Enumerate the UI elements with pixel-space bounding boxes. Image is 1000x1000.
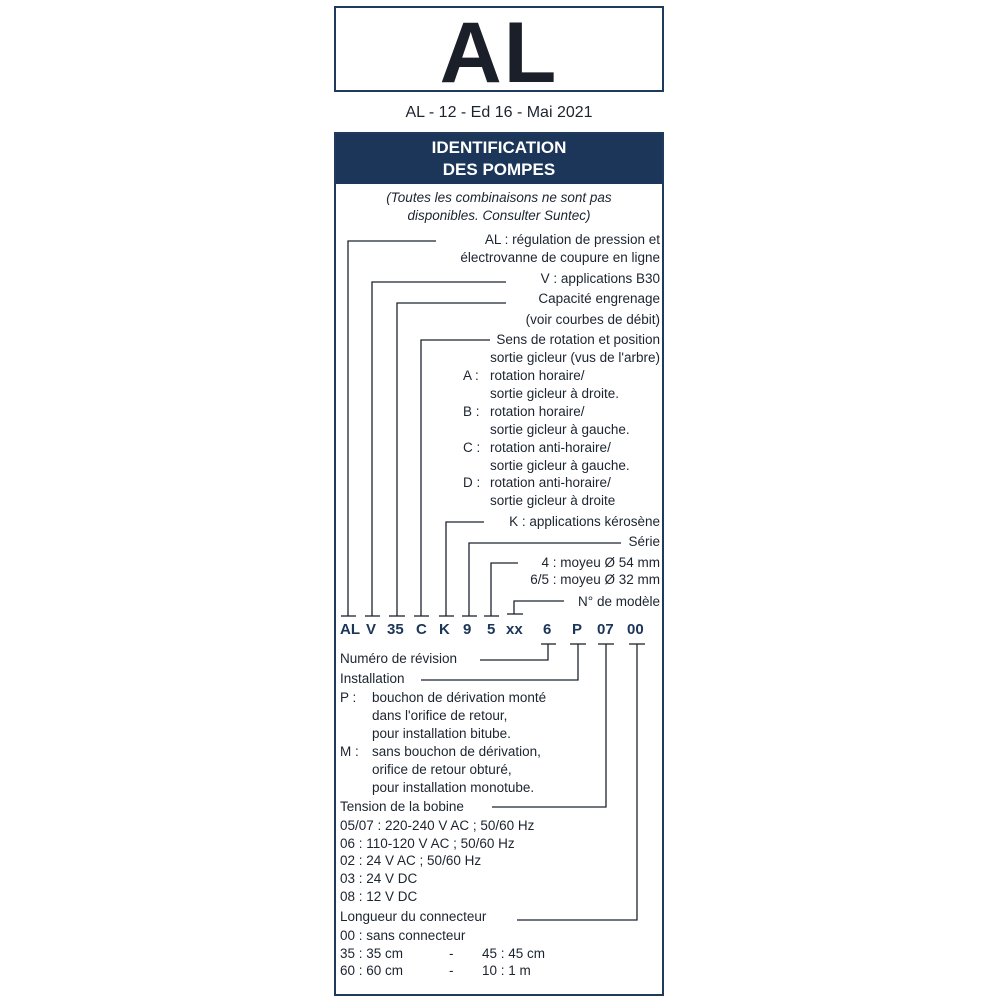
edition-subtitle: AL - 12 - Ed 16 - Mai 2021 xyxy=(405,104,593,121)
leader-9 xyxy=(469,543,621,616)
leader-k xyxy=(446,522,484,616)
label-serie: Série xyxy=(628,534,660,549)
leader-6 xyxy=(480,644,548,660)
leader-00 xyxy=(517,644,637,920)
option-p-line-2: dans l'orifice de retour, xyxy=(372,708,508,723)
label-al-1: AL : régulation de pression et xyxy=(484,232,660,247)
code-al: AL xyxy=(340,621,360,638)
connector-dash-2: - xyxy=(449,963,454,978)
option-d-line-1: rotation anti-horaire/ xyxy=(490,475,611,490)
label-coil-voltage: Tension de la bobine xyxy=(340,799,464,814)
option-a-key: A : xyxy=(463,368,479,383)
label-al-2: électrovanne de coupure en ligne xyxy=(460,250,660,265)
option-m-key: M : xyxy=(340,744,359,759)
code-07: 07 xyxy=(597,621,614,638)
code-9: 9 xyxy=(463,621,472,638)
label-capacity-1: Capacité engrenage xyxy=(538,291,660,306)
option-b-line-1: rotation horaire/ xyxy=(490,404,585,419)
banner-line-2: DES POMPES xyxy=(442,160,556,179)
leader-07 xyxy=(492,644,606,807)
leader-xx xyxy=(514,601,564,614)
option-m-line-2: orifice de retour obturé, xyxy=(372,762,512,777)
voltage-option-5: 08 : 12 V DC xyxy=(340,889,418,904)
voltage-option-4: 03 : 24 V DC xyxy=(340,871,418,886)
code-xx: xx xyxy=(506,621,523,638)
code-35: 35 xyxy=(387,621,404,638)
option-d-key: D : xyxy=(463,475,481,490)
voltage-option-3: 02 : 24 V AC ; 50/60 Hz xyxy=(340,853,482,868)
banner-line-1: IDENTIFICATION xyxy=(431,138,567,157)
label-kerosene: K : applications kérosène xyxy=(509,514,660,529)
option-p-line-3: pour installation bitube. xyxy=(372,726,511,741)
code-6: 6 xyxy=(543,621,552,638)
code-00: 00 xyxy=(627,621,644,638)
code-k: K xyxy=(439,621,450,638)
code-p: P xyxy=(572,621,583,638)
leader-35 xyxy=(397,303,506,616)
label-rotation-1: Sens de rotation et position xyxy=(496,332,660,347)
code-v: V xyxy=(366,621,377,638)
connector-option-35: 35 : 35 cm xyxy=(340,946,404,961)
option-m-line-3: pour installation monotube. xyxy=(372,780,535,795)
option-d-line-2: sortie gicleur à droite xyxy=(490,493,616,508)
label-v: V : applications B30 xyxy=(540,271,660,286)
voltage-option-2: 06 : 110-120 V AC ; 50/60 Hz xyxy=(340,836,515,851)
voltage-option-1: 05/07 : 220-240 V AC ; 50/60 Hz xyxy=(340,818,535,833)
code-c: C xyxy=(416,621,427,638)
option-a-line-2: sortie gicleur à droite. xyxy=(490,386,620,401)
label-model-number: N° de modèle xyxy=(578,594,660,609)
option-p-key: P : xyxy=(340,690,357,705)
label-hub-1: 4 : moyeu Ø 54 mm xyxy=(541,555,660,570)
availability-note-line-1: (Toutes les combinaisons ne sont pas xyxy=(386,190,612,205)
label-hub-2: 6/5 : moyeu Ø 32 mm xyxy=(530,572,660,587)
option-a-line-1: rotation horaire/ xyxy=(490,368,585,383)
option-b-line-2: sortie gicleur à gauche. xyxy=(490,422,630,437)
option-c-line-1: rotation anti-horaire/ xyxy=(490,440,611,455)
label-installation: Installation xyxy=(340,671,405,686)
code-5: 5 xyxy=(487,621,496,638)
product-title: AL xyxy=(439,5,559,101)
connector-option-00: 00 : sans connecteur xyxy=(340,928,466,943)
label-revision: Numéro de révision xyxy=(340,651,458,666)
label-rotation-2: sortie gicleur (vus de l'arbre) xyxy=(490,350,660,365)
leader-c xyxy=(421,340,490,616)
option-b-key: B : xyxy=(463,404,480,419)
option-p-line-1: bouchon de dérivation monté xyxy=(372,690,547,705)
label-capacity-2: (voir courbes de débit) xyxy=(525,312,660,327)
connector-option-60: 60 : 60 cm xyxy=(340,963,404,978)
leader-p xyxy=(421,644,578,680)
connector-option-10: 10 : 1 m xyxy=(482,963,531,978)
availability-note-line-2: disponibles. Consulter Suntec) xyxy=(407,208,591,223)
option-m-line-1: sans bouchon de dérivation, xyxy=(372,744,541,759)
leader-al xyxy=(348,241,436,616)
leader-v xyxy=(372,282,506,616)
connector-option-45: 45 : 45 cm xyxy=(482,946,546,961)
connector-dash-1: - xyxy=(449,946,454,961)
option-c-key: C : xyxy=(463,440,481,455)
option-c-line-2: sortie gicleur à gauche. xyxy=(490,458,630,473)
label-connector-length: Longueur du connecteur xyxy=(340,909,487,924)
